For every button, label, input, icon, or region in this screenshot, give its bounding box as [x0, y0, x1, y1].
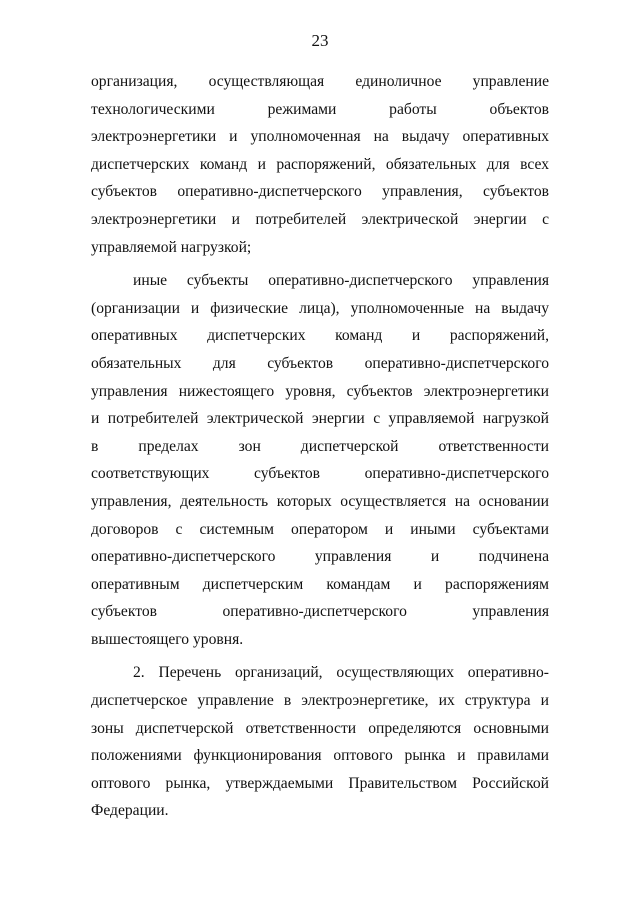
paragraph-other-subjects [91, 267, 549, 653]
text-line: управления нижестоящего уровня, субъектов электроэнергетики [91, 382, 549, 400]
text-line: обязательных для субъектов оперативно-диспетчерского [91, 354, 549, 372]
text-line: субъектов оперативно-диспетчерского управления [91, 603, 549, 621]
text-line: диспетчерских команд и распоряжений, обязательных для всех [91, 155, 549, 173]
text-line: управляемой нагрузкой; [91, 238, 252, 256]
text-line: соответствующих субъектов оперативно-диспетчерского [91, 465, 549, 483]
text-line: договоров с системным оператором и иными субъектами [91, 520, 549, 538]
text-line: 2. Перечень организаций, осуществляющих оперативно- [133, 664, 549, 682]
text-line: вышестоящего уровня. [91, 630, 244, 648]
text-line: оперативно-диспетчерского управления и подчинена [91, 548, 549, 566]
text-line: электроэнергетики и потребителей электрической энергии с [91, 210, 549, 228]
document-body [91, 68, 549, 825]
paragraph-item-2 [91, 659, 549, 825]
text-line: оптового рынка, утверждаемыми Правительством Российской [91, 774, 549, 792]
text-line: оперативных диспетчерских команд и распоряжений, [91, 327, 549, 345]
text-line: и потребителей электрической энергии с управляемой нагрузкой [91, 410, 549, 428]
text-line: организация, осуществляющая единоличное управление [91, 73, 549, 90]
text-line: технологическими режимами работы объектов [91, 100, 549, 118]
page-number: 23 [311, 31, 329, 50]
text-line: оперативным диспетчерским командам и распоряжениям [91, 575, 549, 593]
paragraph-organization-definition [91, 68, 549, 261]
text-line: (организации и физические лица), уполномоченные на выдачу [91, 299, 549, 317]
text-line: управления, деятельность которых осуществляется на основании [91, 492, 549, 510]
text-line: в пределах зон диспетчерской ответственности [91, 437, 549, 455]
text-line: иные субъекты оперативно-диспетчерского управления [133, 272, 549, 290]
text-line: субъектов оперативно-диспетчерского управления, субъектов [91, 183, 549, 201]
text-line: положениями функционирования оптового рынка и правилами [91, 747, 549, 765]
text-line: Федерации. [91, 802, 169, 820]
text-line: диспетчерское управление в электроэнергетике, их структура и [91, 692, 549, 710]
text-line: электроэнергетики и уполномоченная на выдачу оперативных [91, 128, 549, 146]
text-line: зоны диспетчерской ответственности определяются основными [91, 719, 549, 737]
